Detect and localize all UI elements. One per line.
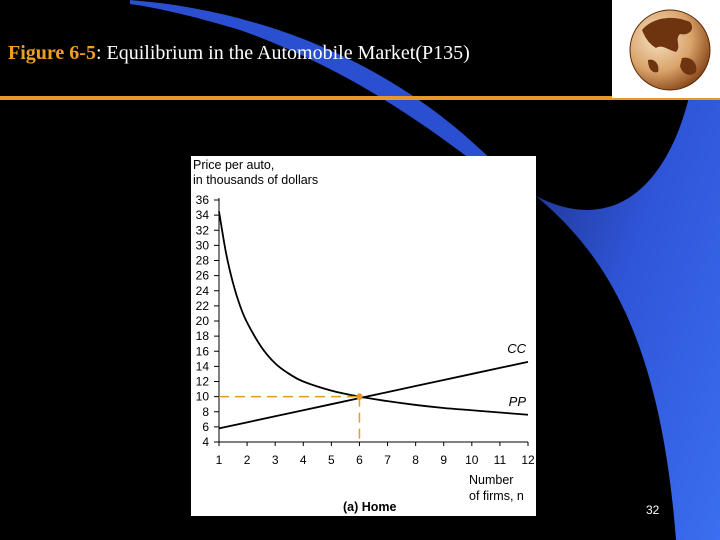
x-tick-label: 9 — [440, 453, 448, 467]
x-axis-label-line2: of firms, n — [469, 489, 524, 503]
globe-icon — [612, 0, 720, 98]
x-tick-label: 1 — [215, 453, 223, 467]
y-tick-label: 14 — [195, 359, 209, 374]
figure-caption: : Equilibrium in the Automobile Market(P135) — [95, 42, 470, 64]
y-tick-label: 26 — [195, 268, 209, 283]
x-axis-ticks — [216, 442, 535, 467]
y-tick-label: 6 — [202, 419, 209, 434]
y-tick-label: 22 — [195, 298, 209, 313]
y-tick-label: 18 — [195, 329, 209, 344]
y-tick-label: 32 — [195, 223, 209, 238]
y-tick-label: 20 — [195, 314, 209, 328]
x-tick-label: 7 — [384, 453, 391, 467]
series-pp-line — [219, 211, 528, 414]
slide-title — [8, 42, 470, 65]
y-axis-label-line1: Price per auto, — [193, 158, 275, 172]
y-tick-label: 8 — [202, 404, 209, 419]
y-tick-label: 34 — [195, 208, 209, 223]
chart-panel — [191, 156, 536, 516]
y-tick-label: 12 — [195, 374, 209, 389]
series-layer — [219, 211, 528, 428]
x-tick-label: 5 — [328, 453, 335, 467]
equilibrium-guides — [219, 393, 363, 442]
y-axis-ticks — [196, 193, 219, 449]
x-tick-label: 4 — [299, 453, 307, 467]
y-tick-label: 16 — [195, 344, 209, 359]
x-tick-label: 11 — [493, 453, 507, 467]
x-tick-label: 3 — [271, 453, 279, 467]
y-tick-label: 36 — [195, 193, 209, 207]
series-labels — [507, 341, 526, 409]
y-tick-label: 10 — [195, 389, 209, 404]
axes — [219, 198, 528, 442]
x-tick-label: 2 — [243, 453, 251, 467]
series-cc-line — [219, 362, 528, 429]
x-tick-label: 8 — [412, 453, 419, 467]
panel-label: (a) Home — [343, 500, 397, 514]
chart — [191, 156, 536, 516]
y-tick-label: 4 — [202, 435, 209, 449]
figure-number: Figure 6-5 — [8, 42, 96, 64]
equilibrium-point — [356, 393, 362, 399]
x-tick-label: 12 — [521, 453, 535, 467]
x-tick-label: 6 — [356, 453, 363, 467]
logo-box — [612, 0, 720, 98]
y-tick-label: 24 — [195, 283, 209, 298]
page-number: 32 — [646, 503, 660, 517]
y-tick-label: 28 — [195, 253, 209, 268]
y-axis-label-line2: in thousands of dollars — [193, 173, 319, 187]
series-label-pp: PP — [508, 393, 526, 409]
x-axis-label-line1: Number — [469, 473, 514, 487]
series-label-cc: CC — [507, 340, 526, 356]
y-tick-label: 30 — [195, 238, 209, 253]
x-tick-label: 10 — [465, 453, 479, 467]
